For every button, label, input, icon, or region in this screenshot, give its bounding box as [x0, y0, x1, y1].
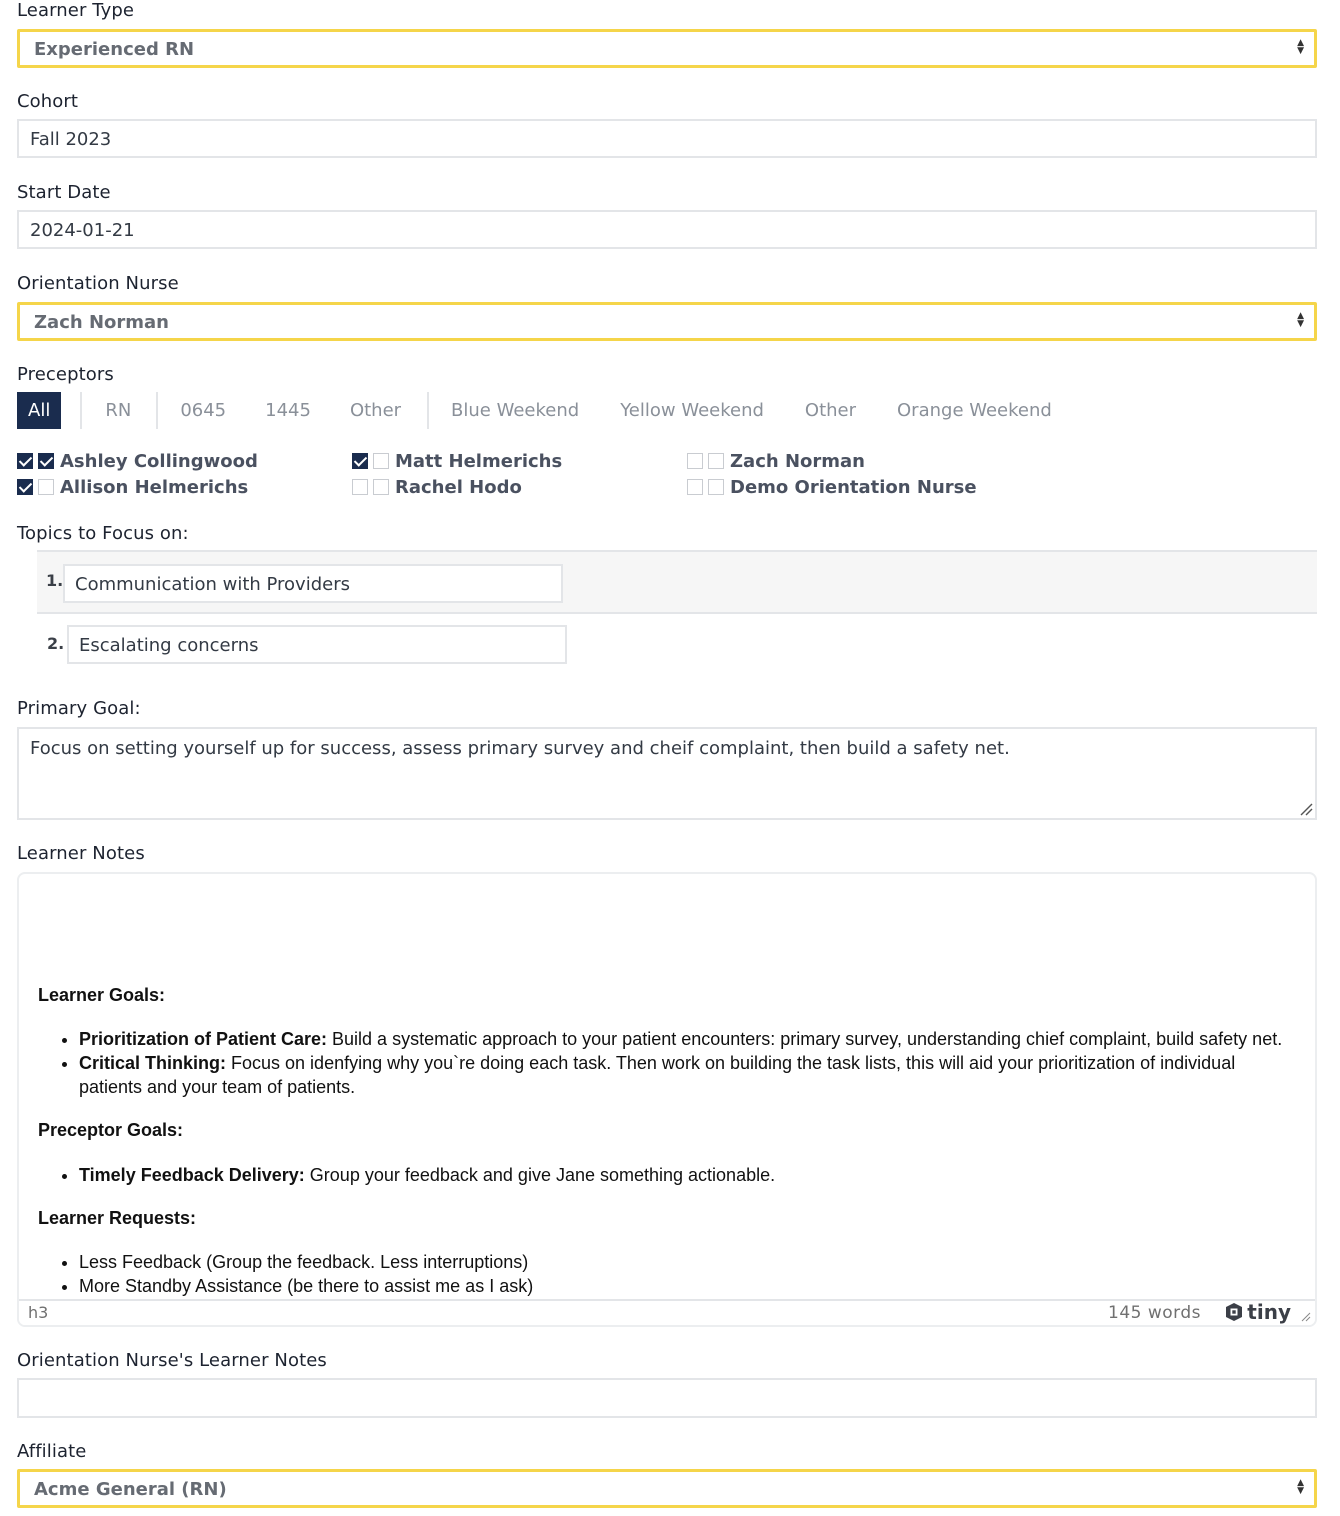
topic-value: Communication with Providers	[75, 574, 350, 595]
preceptor-item	[17, 450, 258, 472]
preceptor-checkbox-secondary[interactable]	[708, 479, 724, 495]
tab-blue-weekend[interactable]: Blue Weekend	[451, 400, 580, 421]
preceptor-checkbox-primary[interactable]	[687, 479, 703, 495]
word-count[interactable]: 145 words	[1108, 1303, 1201, 1323]
affiliate-value: Acme General (RN)	[34, 1479, 227, 1500]
preceptor-checkbox-secondary[interactable]	[373, 479, 389, 495]
preceptor-checkbox-primary[interactable]	[687, 453, 703, 469]
learner-notes-editor[interactable]	[17, 872, 1317, 1327]
select-arrows-icon: ▲ ▼	[1297, 311, 1304, 329]
orientation-notes-input[interactable]	[17, 1378, 1317, 1418]
topic-number: 2.	[47, 634, 65, 653]
orientation-nurse-select[interactable]	[17, 302, 1317, 341]
list-item: • Critical Thinking: Focus on idenfying why you`re doing each task. Then work on building the task lists, this will aid your prioritization of individual patients and your team of patients.	[79, 1051, 1295, 1099]
tab-divider	[427, 392, 429, 429]
preceptor-name: Allison Helmerichs	[60, 476, 249, 498]
topic-number: 1.	[46, 571, 64, 590]
topic-row	[37, 614, 1317, 674]
affiliate-label: Affiliate	[17, 1441, 87, 1462]
primary-goal-textarea[interactable]	[17, 727, 1317, 820]
list-item: • Less Feedback (Group the feedback. Less interruptions)	[79, 1250, 1295, 1274]
editor-heading: Learner Goals:	[38, 985, 166, 1005]
tab-rn[interactable]: RN	[105, 400, 132, 421]
preceptor-checkbox-primary[interactable]	[17, 453, 33, 469]
preceptor-checkbox-primary[interactable]	[17, 479, 33, 495]
learner-type-label: Learner Type	[17, 0, 135, 21]
list-item: • More Standby Assistance (be there to assist me as I ask)	[79, 1274, 1295, 1298]
orientation-notes-label: Orientation Nurse's Learner Notes	[17, 1350, 327, 1371]
topic-input[interactable]	[63, 564, 563, 603]
preceptor-name: Demo Orientation Nurse	[730, 476, 977, 498]
preceptor-name: Zach Norman	[730, 450, 865, 472]
resize-handle-icon[interactable]	[1301, 1312, 1311, 1322]
preceptor-item	[687, 450, 865, 472]
editor-heading: Preceptor Goals:	[38, 1120, 184, 1140]
preceptor-checkbox-secondary[interactable]	[373, 453, 389, 469]
list-item: • Timely Feedback Delivery: Group your feedback and give Jane something actionable.	[79, 1163, 1295, 1187]
tab-yellow-weekend[interactable]: Yellow Weekend	[620, 400, 764, 421]
affiliate-select[interactable]	[17, 1469, 1317, 1508]
preceptor-filter-tabs	[17, 392, 1052, 429]
editor-content[interactable]	[19, 874, 1315, 1302]
start-date-input[interactable]	[17, 210, 1317, 249]
tab-orange-weekend[interactable]: Orange Weekend	[897, 400, 1052, 421]
learner-type-value: Experienced RN	[34, 39, 195, 60]
tab-divider	[156, 392, 158, 429]
editor-list	[39, 1163, 1295, 1187]
tab-other[interactable]: Other	[349, 400, 402, 421]
primary-goal-value: Focus on setting yourself up for success, assess primary survey and cheif complaint, then build a safety net.	[30, 738, 1010, 759]
select-arrows-icon: ▲ ▼	[1297, 38, 1304, 56]
preceptor-name: Ashley Collingwood	[60, 450, 258, 472]
preceptor-checkbox-secondary[interactable]	[38, 479, 54, 495]
topics-label: Topics to Focus on:	[17, 523, 189, 544]
cohort-input[interactable]	[17, 119, 1317, 158]
preceptor-item	[352, 476, 522, 498]
editor-list	[39, 1250, 1295, 1298]
resize-handle-icon[interactable]	[1299, 802, 1313, 816]
tiny-logo-icon	[1224, 1302, 1244, 1322]
preceptor-name: Matt Helmerichs	[395, 450, 563, 472]
learner-notes-label: Learner Notes	[17, 843, 145, 864]
tiny-logo[interactable]	[1224, 1302, 1291, 1322]
editor-statusbar	[19, 1299, 1315, 1325]
editor-list	[39, 1027, 1295, 1099]
topic-row	[37, 550, 1317, 614]
tab-1445[interactable]: 1445	[265, 400, 311, 421]
orientation-nurse-label: Orientation Nurse	[17, 273, 179, 294]
preceptor-checkbox-secondary[interactable]	[38, 453, 54, 469]
cohort-label: Cohort	[17, 91, 79, 112]
preceptor-name: Rachel Hodo	[395, 476, 522, 498]
tab-other-weekend[interactable]: Other	[804, 400, 857, 421]
cohort-value: Fall 2023	[30, 129, 112, 150]
preceptor-item	[687, 476, 977, 498]
element-path[interactable]: h3	[28, 1303, 49, 1322]
tab-all[interactable]: All	[17, 392, 61, 429]
preceptor-checkbox-primary[interactable]	[352, 479, 368, 495]
preceptors-label: Preceptors	[17, 364, 114, 385]
preceptor-checkbox-primary[interactable]	[352, 453, 368, 469]
topic-value: Escalating concerns	[79, 635, 259, 656]
tab-0645[interactable]: 0645	[180, 400, 227, 421]
start-date-label: Start Date	[17, 182, 111, 203]
select-arrows-icon: ▲ ▼	[1297, 1478, 1304, 1496]
orientation-nurse-value: Zach Norman	[34, 312, 169, 333]
preceptor-item	[17, 476, 248, 498]
topic-input[interactable]	[67, 625, 567, 664]
list-item: • Prioritization of Patient Care: Build a systematic approach to your patient encounters: primary survey, understanding chief complaint, build safety net.	[79, 1027, 1295, 1051]
editor-heading: Learner Requests:	[38, 1208, 197, 1228]
learner-type-select[interactable]	[17, 29, 1317, 68]
preceptor-item	[352, 450, 562, 472]
start-date-value: 2024-01-21	[30, 220, 135, 241]
preceptor-checkbox-secondary[interactable]	[708, 453, 724, 469]
tab-divider	[80, 392, 82, 429]
tiny-brand-text: tiny	[1247, 1300, 1291, 1324]
primary-goal-label: Primary Goal:	[17, 698, 141, 719]
